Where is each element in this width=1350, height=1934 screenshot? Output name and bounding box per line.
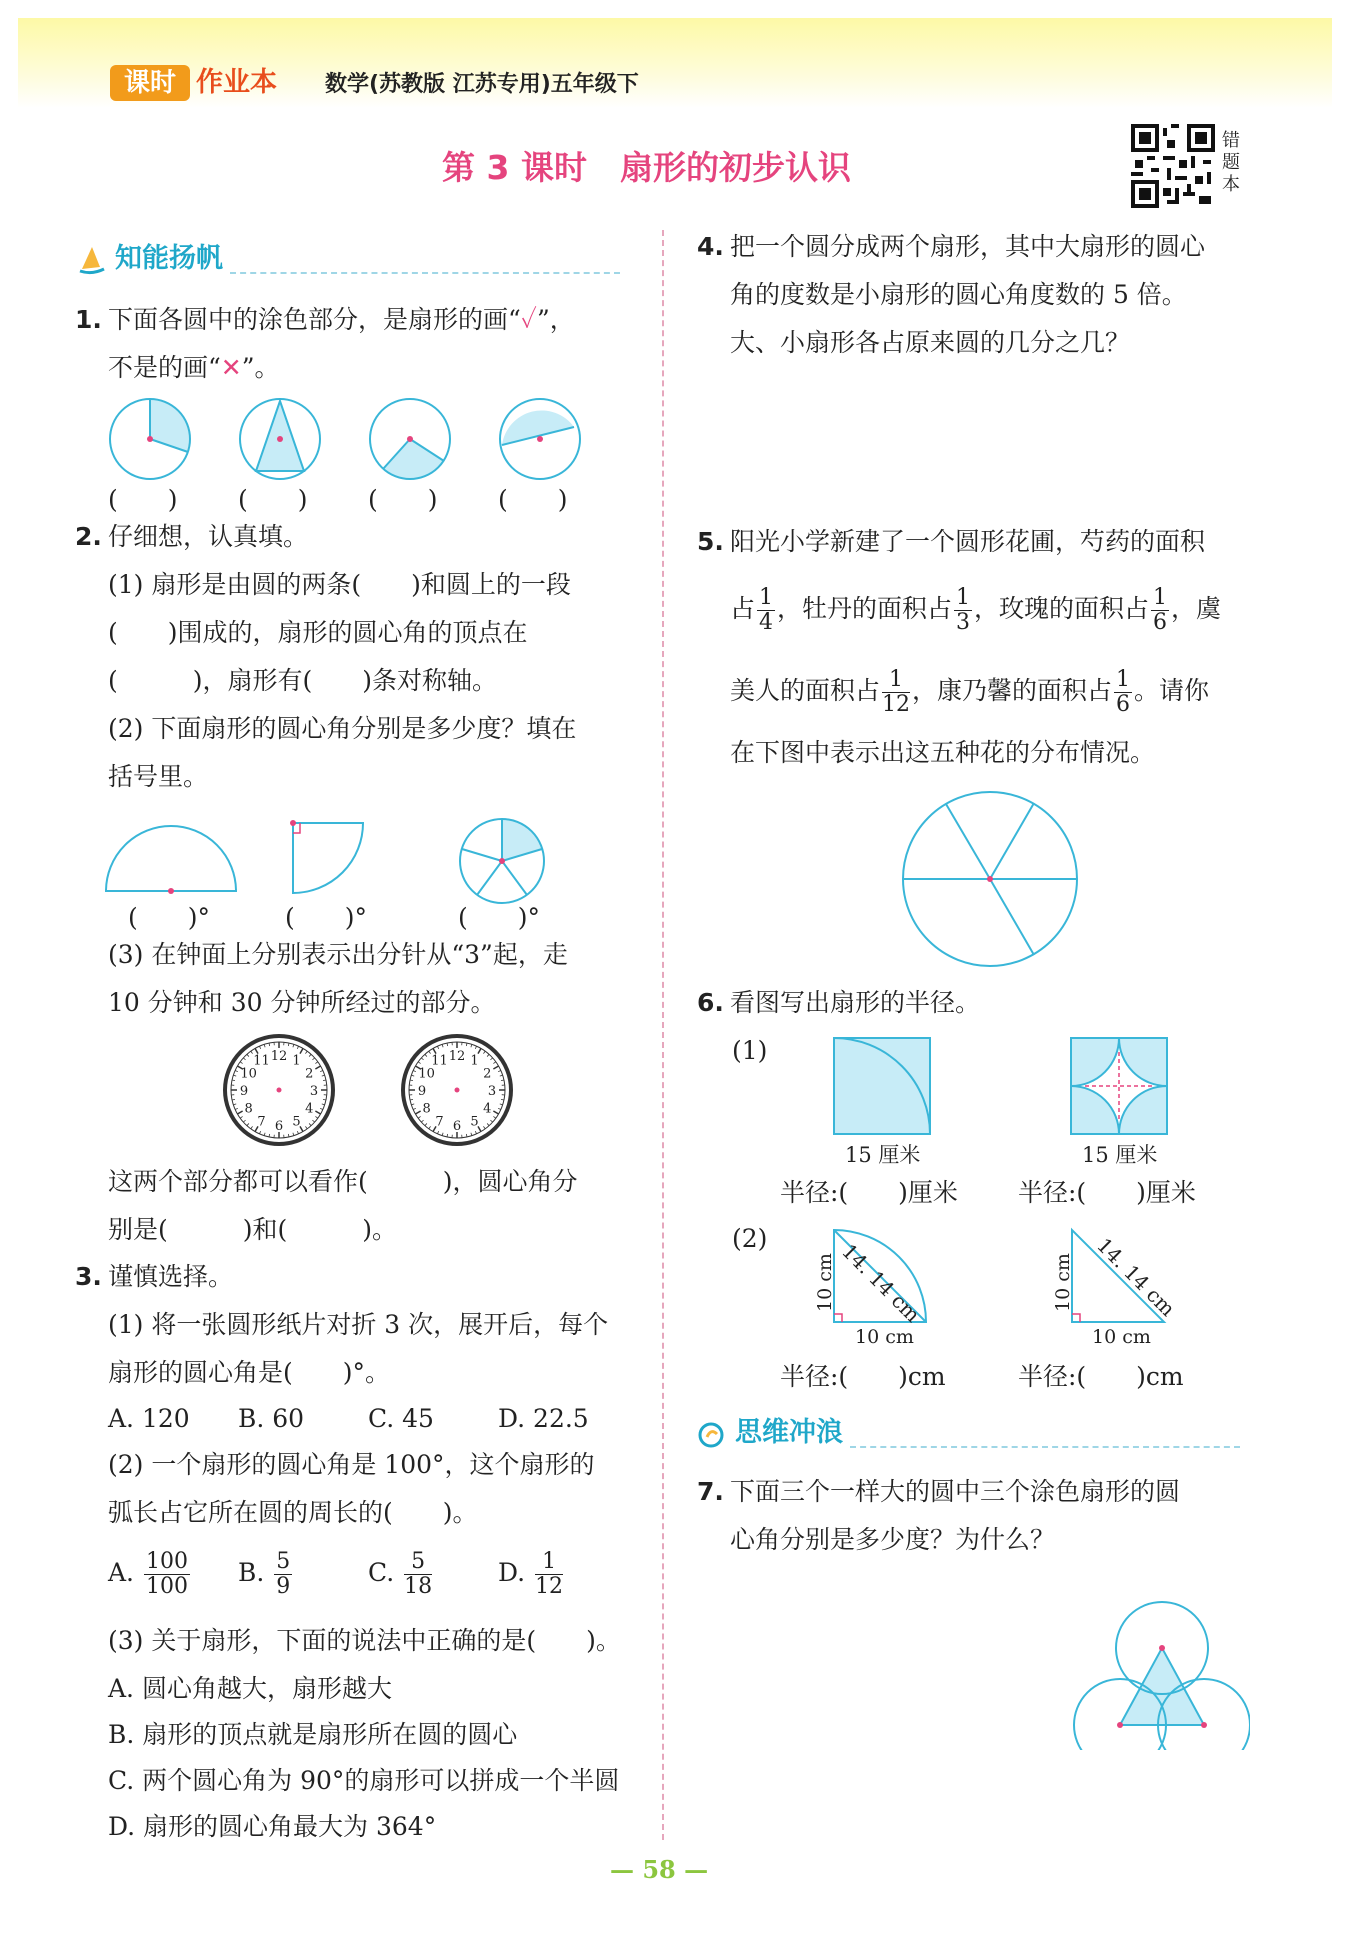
clock-number: 2 xyxy=(305,1066,314,1082)
subject-line: 数学(苏教版 江苏专用)五年级下 xyxy=(325,72,639,97)
q1-line1: 下面各圆中的涂色部分，是扇形的画“✓”， xyxy=(108,305,575,334)
q6-caption-15cm-a: 15 厘米 xyxy=(845,1143,921,1167)
q2-p2-line2: 括号里。 xyxy=(108,762,209,791)
q3-p2b: 弧长占它所在圆的周长的( )。 xyxy=(108,1498,478,1527)
q6-part2-label: (2) xyxy=(732,1224,768,1253)
q3-p1-option-b[interactable]: B. 60 xyxy=(238,1404,305,1433)
q2-p2-line1: (2) 下面扇形的圆心角分别是多少度？填在 xyxy=(108,714,577,743)
clock-number: 8 xyxy=(422,1101,431,1117)
q3-p3-option-a[interactable]: A. 圆心角越大，扇形越大 xyxy=(108,1674,392,1703)
q3-p1: (1) 将一张圆形纸片对折 3 次，展开后，每个 xyxy=(108,1310,609,1339)
q6-len-10cm-vertical-a: 10 cm xyxy=(814,1253,836,1312)
q1-answer-3[interactable]: ( ) xyxy=(368,485,438,514)
clock-number: 3 xyxy=(487,1084,497,1099)
q1-answer-2[interactable]: ( ) xyxy=(238,485,308,514)
section-heading-2: 思维冲浪 xyxy=(735,1417,843,1448)
qr-code-icon xyxy=(1131,124,1215,208)
section-divider-1 xyxy=(230,272,620,274)
q5-line4: 在下图中表示出这五种花的分布情况。 xyxy=(730,738,1156,767)
clock-number: 12 xyxy=(270,1049,288,1064)
square-four-arcs-figure xyxy=(1070,1037,1170,1137)
column-divider xyxy=(662,230,664,1840)
quarter-circle-figure xyxy=(290,820,363,893)
q4-line1: 把一个圆分成两个扇形，其中大扇形的圆心 xyxy=(730,232,1206,261)
section-divider-2 xyxy=(850,1446,1240,1448)
q4-number: 4. xyxy=(697,232,724,261)
clock-number: 2 xyxy=(483,1066,492,1082)
q6-radius-answer-3[interactable]: 半径:( )cm xyxy=(780,1362,946,1391)
q3-p3: (3) 关于扇形，下面的说法中正确的是( )。 xyxy=(108,1626,621,1655)
clock-face-1[interactable] xyxy=(222,1033,336,1147)
clock-number: 9 xyxy=(417,1084,427,1099)
q2-p3-line1: (3) 在钟面上分别表示出分针从“3”起，走 xyxy=(108,940,568,969)
q4-line2: 角的度数是小扇形的圆心角度数的 5 倍。 xyxy=(730,280,1187,309)
q3-number: 3. xyxy=(75,1262,102,1291)
q1-number: 1. xyxy=(75,305,102,334)
section-heading-1: 知能扬帆 xyxy=(115,243,223,274)
clock-number: 12 xyxy=(448,1049,466,1064)
q3-p3-option-c[interactable]: C. 两个圆心角为 90°的扇形可以拼成一个半圆 xyxy=(108,1766,620,1795)
q3-p2-option-a[interactable]: A. $\frac{100}{100}$ xyxy=(108,1549,188,1599)
q1-circle-2 xyxy=(240,399,320,479)
q7-line1: 下面三个一样大的圆中三个涂色扇形的圆 xyxy=(730,1477,1181,1506)
q6-len-14cm-b: 14. 14 cm xyxy=(1092,1233,1180,1321)
q2-stem: 仔细想，认真填。 xyxy=(108,522,309,551)
q2-angle-answer-1[interactable]: ( )° xyxy=(128,903,211,932)
brand-name: 作业本 xyxy=(196,67,277,98)
clock-number: 11 xyxy=(253,1053,270,1069)
q1-answer-1[interactable]: ( ) xyxy=(108,485,178,514)
q1-circle-3 xyxy=(370,399,450,480)
q2-angle-answer-3[interactable]: ( )° xyxy=(458,903,541,932)
q2-p3-line3: 这两个部分都可以看作( )，圆心角分 xyxy=(108,1167,578,1196)
q6-part1-label: (1) xyxy=(732,1036,768,1065)
clock-number: 10 xyxy=(418,1066,435,1082)
q3-p2-option-c[interactable]: C. $\frac{5}{18}$ xyxy=(368,1549,433,1599)
q6-radius-answer-1[interactable]: 半径:( )厘米 xyxy=(780,1178,958,1207)
clock-number: 6 xyxy=(274,1119,284,1134)
q2-p1-line2: ( )围成的，扇形的圆心角的顶点在 xyxy=(108,618,528,647)
q2-p3-line4: 别是( )和( )。 xyxy=(108,1215,398,1244)
q6-radius-answer-2[interactable]: 半径:( )厘米 xyxy=(1018,1178,1196,1207)
q3-p1-option-a[interactable]: A. 120 xyxy=(108,1404,190,1433)
q2-p3-line2: 10 分钟和 30 分钟所经过的部分。 xyxy=(108,988,496,1017)
q5-line1: 阳光小学新建了一个圆形花圃，芍药的面积 xyxy=(730,527,1206,556)
clock-number: 7 xyxy=(257,1114,266,1130)
cross-mark-icon: ✕ xyxy=(220,353,242,382)
clock-number: 4 xyxy=(483,1101,492,1117)
qr-label: 错题本 xyxy=(1222,130,1240,195)
brand-logo: 课时 xyxy=(110,65,190,101)
q6-len-10cm-vertical-b: 10 cm xyxy=(1052,1253,1074,1312)
clock-face-2[interactable] xyxy=(400,1033,514,1147)
sail-icon xyxy=(78,245,106,279)
q3-p1-option-d[interactable]: D. 22.5 xyxy=(498,1404,589,1433)
q6-caption-15cm-b: 15 厘米 xyxy=(1082,1143,1158,1167)
q3-p2: (2) 一个扇形的圆心角是 100°，这个扇形的 xyxy=(108,1450,595,1479)
q6-radius-answer-4[interactable]: 半径:( )cm xyxy=(1018,1362,1184,1391)
q3-p1b: 扇形的圆心角是( )°。 xyxy=(108,1358,391,1387)
q3-p2-option-d[interactable]: D. $\frac{1}{12}$ xyxy=(498,1549,564,1599)
q6-len-10cm-horizontal-b: 10 cm xyxy=(1092,1326,1151,1348)
q2-sector-figures xyxy=(100,815,560,915)
clock-number: 11 xyxy=(431,1053,448,1069)
q2-angle-answer-2[interactable]: ( )° xyxy=(285,903,368,932)
q1-circle-4 xyxy=(500,399,580,479)
q3-p1-option-c[interactable]: C. 45 xyxy=(368,1404,434,1433)
clock-number: 8 xyxy=(244,1101,253,1117)
clock-number: 1 xyxy=(292,1053,301,1069)
clock-number: 5 xyxy=(470,1114,479,1130)
page-title: 第 3 课时 扇形的初步认识 xyxy=(442,148,851,187)
q5-number: 5. xyxy=(697,527,724,556)
clock-number: 5 xyxy=(292,1114,301,1130)
wave-icon xyxy=(697,1420,727,1454)
q1-line2: 不是的画“✕”。 xyxy=(108,353,280,382)
q7-number: 7. xyxy=(697,1477,724,1506)
q1-figures xyxy=(100,395,600,485)
q3-p3-option-b[interactable]: B. 扇形的顶点就是扇形所在圆的圆心 xyxy=(108,1720,518,1749)
clock-number: 7 xyxy=(435,1114,444,1130)
clock-number: 6 xyxy=(452,1119,462,1134)
q2-p1-line1: (1) 扇形是由圆的两条( )和圆上的一段 xyxy=(108,570,571,599)
q2-p1-line3: ( )，扇形有( )条对称轴。 xyxy=(108,666,498,695)
q6-stem: 看图写出扇形的半径。 xyxy=(730,988,981,1017)
clock-number: 3 xyxy=(309,1084,319,1099)
square-quarter-circle-figure xyxy=(833,1037,933,1137)
q3-p3-option-d[interactable]: D. 扇形的圆心角最大为 364° xyxy=(108,1812,437,1841)
q3-stem: 谨慎选择。 xyxy=(108,1262,234,1291)
q1-circle-1 xyxy=(110,399,190,479)
q5-line3: 美人的面积占 $\frac{1}{12}$ ，康乃馨的面积占 $\frac{1}{6}$ 。请你 xyxy=(730,667,1210,717)
q2-number: 2. xyxy=(75,522,102,551)
q4-line3: 大、小扇形各占原来圆的几分之几？ xyxy=(730,328,1131,357)
q6-len-10cm-horizontal-a: 10 cm xyxy=(855,1326,914,1348)
semicircle-figure xyxy=(106,826,236,894)
clock-number: 10 xyxy=(240,1066,257,1082)
check-mark-icon: ✓ xyxy=(520,305,537,334)
page-number: — 58 — xyxy=(610,1855,709,1884)
five-part-circle-figure xyxy=(460,819,544,903)
q7-line2: 心角分别是多少度？为什么？ xyxy=(730,1525,1056,1554)
clock-number: 1 xyxy=(470,1053,479,1069)
q5-line2: 占 $\frac{1}{4}$ ，牡丹的面积占 $\frac{1}{3}$ ，玫瑰的面积占 $\frac{1}{6}$ ，虞 xyxy=(730,585,1222,635)
q6-number: 6. xyxy=(697,988,724,1017)
q1-answer-4[interactable]: ( ) xyxy=(498,485,568,514)
three-circles-figure xyxy=(1070,1570,1250,1750)
q6-len-14cm-a: 14. 14 cm xyxy=(837,1239,925,1327)
clock-number: 9 xyxy=(239,1084,249,1099)
clock-number: 4 xyxy=(305,1101,314,1117)
qr-code[interactable] xyxy=(1131,124,1215,208)
q3-p2-option-b[interactable]: B. $\frac{5}{9}$ xyxy=(238,1549,291,1599)
flower-bed-circle[interactable] xyxy=(893,788,1093,988)
